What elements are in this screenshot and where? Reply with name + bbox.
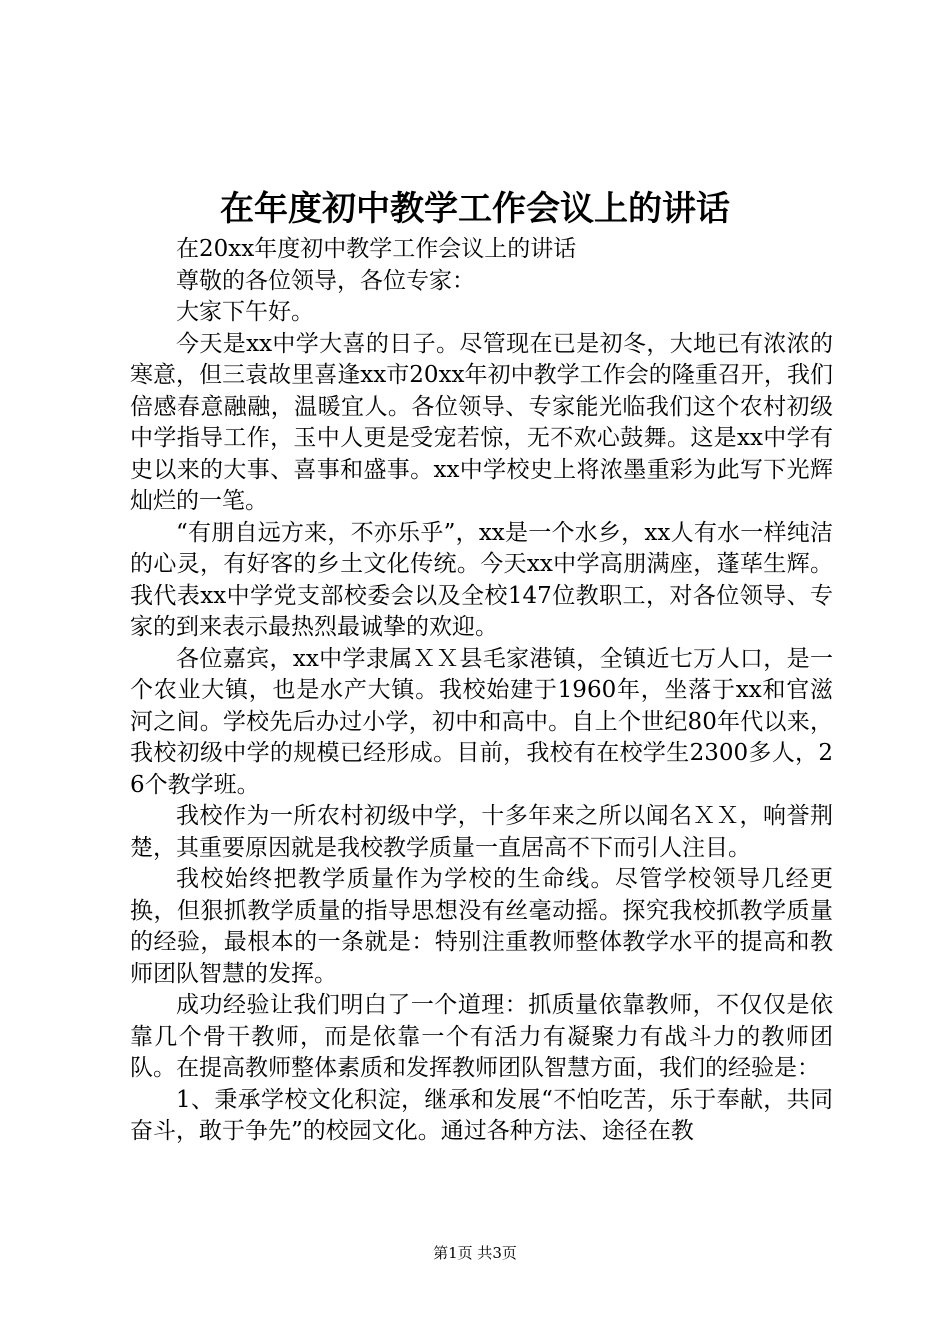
- document-title: 在年度初中教学工作会议上的讲话: [220, 189, 730, 229]
- page-footer: 第1页 共3页: [433, 1244, 517, 1262]
- document-body: [130, 234, 833, 1148]
- paragraph: 今天是xx中学大喜的日子。尽管现在已是初冬，大地已有浓浓的寒意，但三袁故里喜逢xx市20xx年初中教学工作会的隆重召开，我们倍感春意融融，温暖宜人。各位领导、专家能光临我们这个农村初级中学指导工作，玉中人更是受宠若惊，无不欢心鼓舞。这是xx中学有史以来的大事、喜事和盛事。xx中学校史上将浓墨重彩为此写下光辉灿烂的一笔。: [130, 330, 833, 514]
- paragraph: 在20xx年度初中教学工作会议上的讲话: [176, 236, 577, 262]
- paragraph: 我校作为一所农村初级中学，十多年来之所以闻名ＸＸ，响誉荆楚，其重要原因就是我校教学质量一直居高不下而引人注目。: [130, 803, 833, 861]
- paragraph: “有朋自远方来，不亦乐乎”，xx是一个水乡，xx人有水一样纯洁的心灵，有好客的乡土文化传统。今天xx中学高朋满座，蓬荜生辉。我代表xx中学党支部校委会以及全校147位教职工，对各位领导、专家的到来表示最热烈最诚挚的欢迎。: [130, 519, 833, 640]
- paragraph: 大家下午好。: [176, 299, 314, 325]
- paragraph: 1、秉承学校文化积淀，继承和发展“不怕吃苦，乐于奉献，共同奋斗，敢于争先”的校园文化。通过各种方法、途径在教: [130, 1086, 833, 1144]
- paragraph: 我校始终把教学质量作为学校的生命线。尽管学校领导几经更换，但狠抓教学质量的指导思想没有丝毫动摇。探究我校抓教学质量的经验，最根本的一条就是：特别注重教师整体教学水平的提高和教师团队智慧的发挥。: [130, 866, 833, 987]
- paragraph: 成功经验让我们明白了一个道理：抓质量依靠教师，不仅仅是依靠几个骨干教师，而是依靠一个有活力有凝聚力有战斗力的教师团队。在提高教师整体素质和发挥教师团队智慧方面，我们的经验是：: [130, 992, 833, 1081]
- paragraph: 各位嘉宾，xx中学隶属ＸＸ县毛家港镇，全镇近七万人口，是一个农业大镇，也是水产大镇。我校始建于1960年，坐落于xx和官滋河之间。学校先后办过小学，初中和高中。自上个世纪80年代以来，我校初级中学的规模已经形成。目前，我校有在校学生2300多人，26个教学班。: [130, 645, 833, 798]
- paragraph: 尊敬的各位领导，各位专家：: [176, 267, 475, 294]
